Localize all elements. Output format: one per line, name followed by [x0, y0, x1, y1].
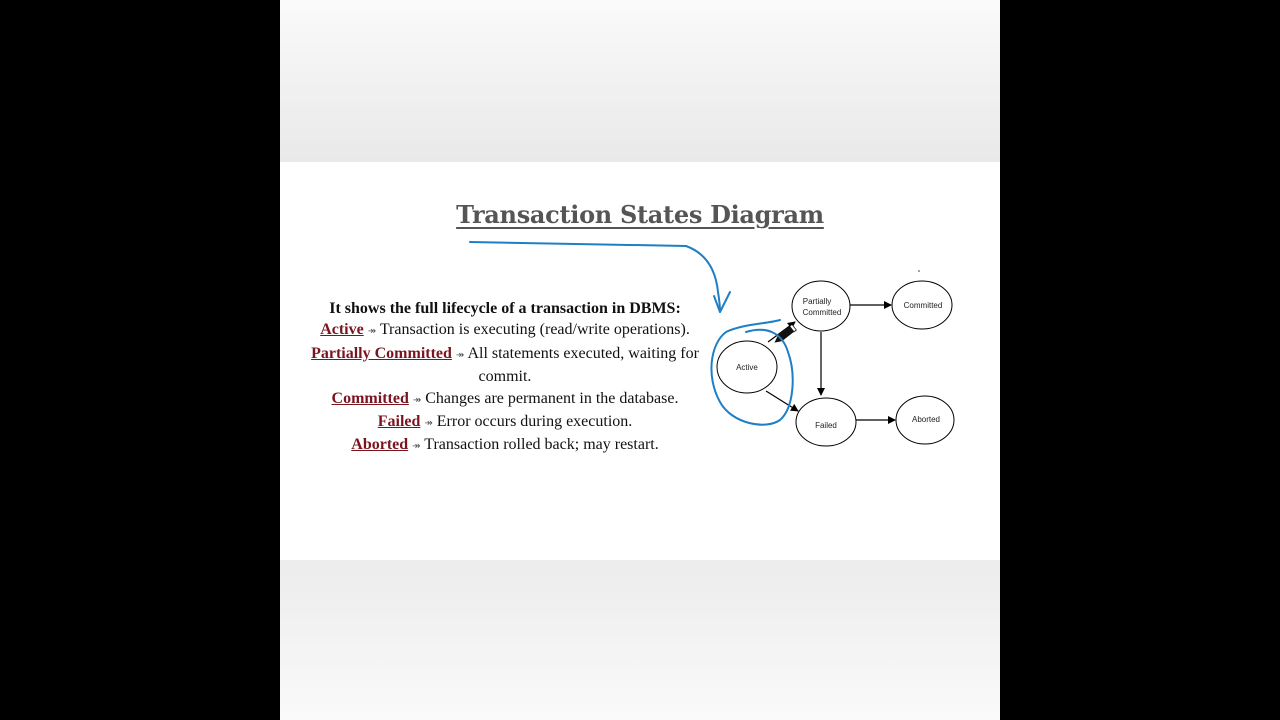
bullet-arrow-icon: ↠: [455, 349, 465, 361]
node-label-active: Active: [736, 363, 758, 372]
node-label-committed: Committed: [903, 301, 943, 310]
node-active: [717, 341, 777, 393]
term-failed: Failed: [377, 413, 421, 431]
node-aborted: [896, 396, 954, 444]
bullet-arrow-icon: ↠: [367, 326, 377, 338]
term-committed: Committed: [331, 389, 409, 407]
state-diagram: [280, 162, 1000, 560]
top-band: [280, 0, 1000, 162]
definition-aborted: Transaction rolled back; may restart.: [424, 436, 659, 454]
definition-partially-committed: All statements executed, waiting for commit.: [467, 344, 699, 386]
node-failed: [796, 398, 856, 446]
node-label-failed: Failed: [815, 421, 837, 430]
slide-title: Transaction States Diagram: [456, 200, 824, 229]
bullet-arrow-icon: ↠: [424, 418, 433, 430]
intro-text: It shows the full lifecycle of a transaction in DBMS:: [329, 300, 681, 317]
edge-active-to-failed: [766, 391, 798, 411]
node-label-partially-line2: Committed: [802, 308, 842, 317]
definition-failed: Error occurs during execution.: [436, 413, 633, 431]
definition-committed: Changes are permanent in the database.: [425, 389, 679, 407]
term-partially-committed: Partially Committed: [311, 344, 452, 362]
bottom-band: [280, 560, 1000, 720]
video-frame: [280, 0, 1000, 720]
node-label-aborted: Aborted: [911, 415, 941, 424]
node-committed: [892, 281, 952, 329]
node-label-partially-line1: Partially: [802, 297, 832, 306]
pen-cursor-icon: [772, 324, 796, 345]
term-active: Active: [320, 321, 364, 339]
slide: [280, 162, 1000, 560]
node-partially-committed: [792, 281, 850, 331]
bullet-arrow-icon: ↠: [412, 394, 422, 406]
stray-dot: [918, 270, 920, 272]
definition-active: Transaction is executing (read/write operations).: [379, 321, 690, 339]
term-aborted: Aborted: [351, 436, 409, 454]
bullet-arrow-icon: ↠: [412, 441, 421, 453]
